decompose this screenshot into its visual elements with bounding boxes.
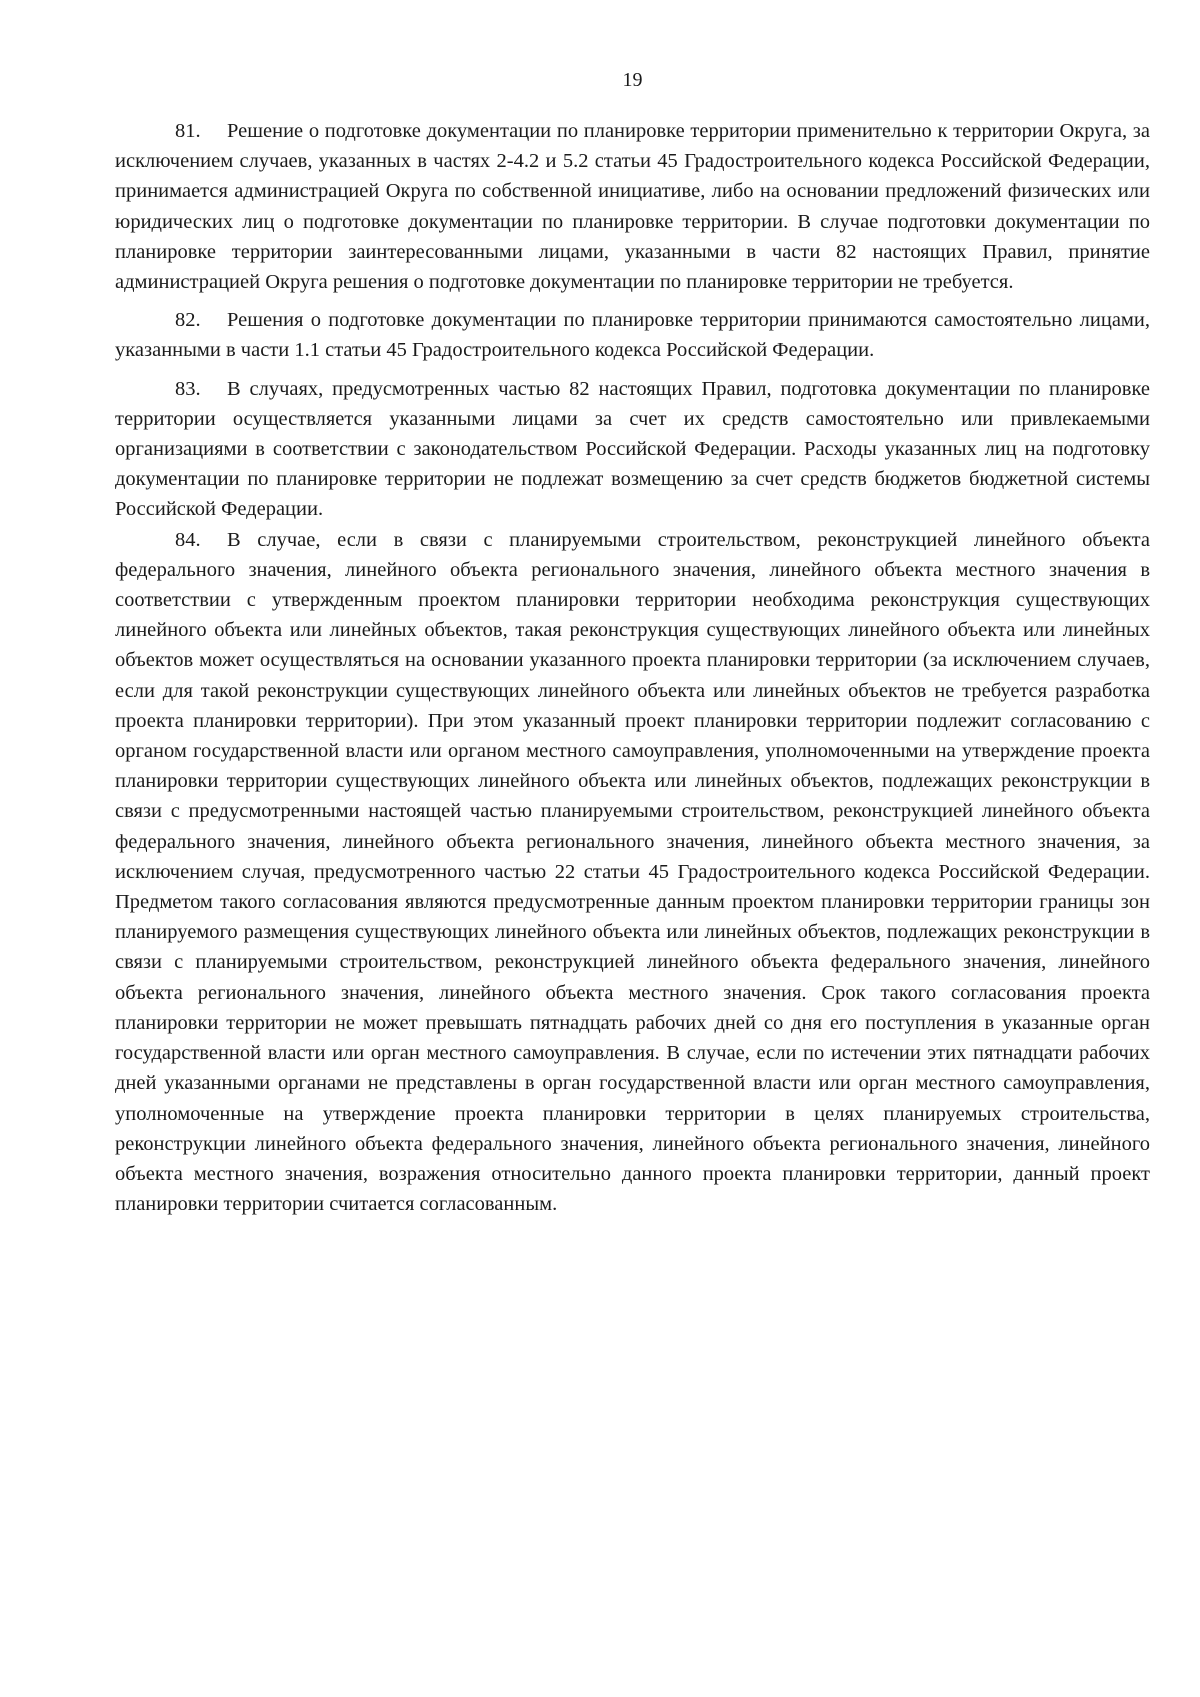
paragraph-text: Решение о подготовке документации по планировке территории применительно к территории Округа, за исключением случаев, указанных в частях 2-4.2 и 5.2 статьи 45 Градостроительного кодекса Российской Федерации, принимается администрацией Округа по собственной инициативе, либо на основании предложений физических или юридических лиц о подготовке документации по планировке территории. В случае подготовки документации по планировке территории заинтересованными лицами, указанными в части 82 настоящих Правил, принятие администрацией Округа решения о подготовке документации по планировке территории не требуется. [115,120,1150,294]
paragraph-81 [115,116,1150,297]
paragraph-text: В случаях, предусмотренных частью 82 настоящих Правил, подготовка документации по планировке территории осуществляется указанными лицами за счет их средств самостоятельно или привлекаемыми организациями в соответствии с законодательством Российской Федерации. Расходы указанных лиц на подготовку документации по планировке территории не подлежат возмещению за счет средств бюджетов бюджетной системы Российской Федерации. [115,377,1150,521]
paragraph-83 [115,374,1150,525]
paragraph-number: 81. [175,120,201,142]
paragraph-82 [115,305,1150,365]
paragraph-number: 83. [175,377,201,400]
paragraph-84 [115,525,1150,1220]
paragraph-number: 84. [175,528,201,551]
paragraph-text: Решения о подготовке документации по планировке территории принимаются самостоятельно лицами, указанными в части 1.1 статьи 45 Градостроительного кодекса Российской Федерации. [115,309,1150,362]
page-number: 19 [622,69,643,91]
paragraph-number: 82. [175,309,201,332]
paragraph-text: В случае, если в связи с планируемыми строительством, реконструкцией линейного объекта федерального значения, линейного объекта регионального значения, линейного объекта местного значения в соответствии с утвержденным проектом планировки территории необходима реконструкция существующих линейного объекта или линейных объектов, такая реконструкция существующих линейного объекта или линейных объектов может осуществляться на основании указанного проекта планировки территории (за исключением случаев, если для такой реконструкции существующих линейного объекта или линейных объектов не требуется разработка проекта планировки территории). При этом указанный проект планировки территории подлежит согласованию с органом государственной власти или органом местного самоуправления, уполномоченными на утверждение проекта планировки территории существующих линейного объекта или линейных объектов, подлежащих реконструкции в связи с предусмотренными настоящей частью планируемыми строительством, реконструкцией линейного объекта федерального значения, линейного объекта регионального значения, линейного объекта местного значения, за исключением случая, предусмотренного частью 22 статьи 45 Градостроительного кодекса Российской Федерации. Предметом такого согласования являются предусмотренные данным проектом планировки территории границы зон планируемого размещения существующих линейного объекта или линейных объектов, подлежащих реконструкции в связи с планируемыми строительством, реконструкцией линейного объекта федерального значения, линейного объекта регионального значения, линейного объекта местного значения. Срок такого согласования проекта планировки территории не может превышать пятнадцать рабочих дней со дня его поступления в указанные орган государственной власти или орган местного самоуправления. В случае, если по истечении этих пятнадцати рабочих дней указанными органами не представлены в орган государственной власти или орган местного самоуправления, уполномоченные на утверждение проекта планировки территории в целях планируемых строительства, реконструкции линейного объекта федерального значения, линейного объекта регионального значения, линейного объекта местного значения, возражения относительно данного проекта планировки территории, данный проект планировки территории считается согласованным. [115,528,1150,1216]
